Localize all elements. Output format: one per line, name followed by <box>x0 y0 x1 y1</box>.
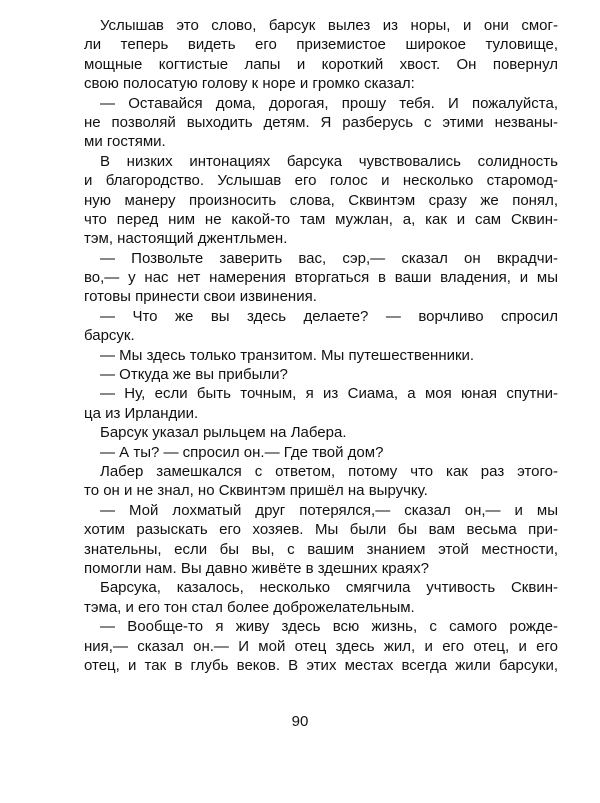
text-line: — Откуда же вы прибыли? <box>100 366 288 384</box>
text-line: В низких интонациях барсука чувствовались солидность <box>100 152 558 170</box>
text-line: мощные когтистые лапы и короткий хвост. Он повернул <box>84 55 558 73</box>
text-line: не позволяй выходить детям. Я разберусь с этими незваны- <box>84 113 558 131</box>
text-line: ми гостями. <box>84 133 166 151</box>
text-line: — Мой лохматый друг потерялся,— сказал он,— и мы <box>100 501 558 519</box>
text-line: барсук. <box>84 327 135 345</box>
text-line: помогли нам. Вы давно живёте в здешних краях? <box>84 559 429 577</box>
text-line: и благородство. Услышав его голос и несколько старомод- <box>84 172 558 190</box>
text-line: тэма, и его тон стал более доброжелательным. <box>84 598 415 616</box>
text-line: во,— у нас нет намерения вторгаться в ваши владения, и мы <box>84 269 558 287</box>
page-number: 90 <box>291 713 309 730</box>
text-line: — Мы здесь только транзитом. Мы путешественники. <box>100 346 475 364</box>
text-line: Лабер замешкался с ответом, потому что как раз этого- <box>100 462 558 480</box>
text-line: то он и не знал, но Сквинтэм пришёл на выручку. <box>84 482 428 500</box>
text-line: — Оставайся дома, дорогая, прошу тебя. И пожалуйста, <box>100 94 558 112</box>
text-line: знательны, если бы вы, с вашим знанием этой местности, <box>84 540 558 558</box>
body-text <box>84 16 558 675</box>
text-line: ную манеру произносить слова, Сквинтэм сразу же понял, <box>84 191 558 209</box>
text-line: тэм, настоящий джентльмен. <box>84 230 288 248</box>
text-line: что перед ним не какой-то там мужлан, а, как и сам Сквин- <box>84 210 558 228</box>
text-line: Барсука, казалось, несколько смягчила учтивость Сквин- <box>100 579 558 597</box>
text-line: — Ну, если быть точным, я из Сиама, а моя юная спутни- <box>100 385 558 403</box>
text-line: — Что же вы здесь делаете? — ворчливо спросил <box>100 307 558 325</box>
text-line: Барсук указал рыльцем на Лабера. <box>100 424 347 442</box>
text-line: — А ты? — спросил он.— Где твой дом? <box>100 443 384 461</box>
text-line: ли теперь видеть его приземистое широкое туловище, <box>84 36 558 54</box>
text-line: отец, и так в глубь веков. В этих местах всегда жили барсуки, <box>84 656 558 674</box>
text-line: Услышав это слово, барсук вылез из норы, и они смог- <box>100 17 558 34</box>
text-line: хотим разыскать его хозяев. Мы были бы вам весьма при- <box>84 521 558 539</box>
text-line: свою полосатую голову к норе и громко сказал: <box>84 75 415 93</box>
text-line: готовы принести свои извинения. <box>84 288 317 306</box>
text-line: ния,— сказал он.— И мой отец здесь жил, и его отец, и его <box>84 637 558 655</box>
text-line: — Позвольте заверить вас, сэр,— сказал он вкрадчи- <box>100 249 558 267</box>
text-line: ца из Ирландии. <box>84 404 199 422</box>
text-line: — Вообще-то я живу здесь всю жизнь, с самого рожде- <box>100 618 558 636</box>
